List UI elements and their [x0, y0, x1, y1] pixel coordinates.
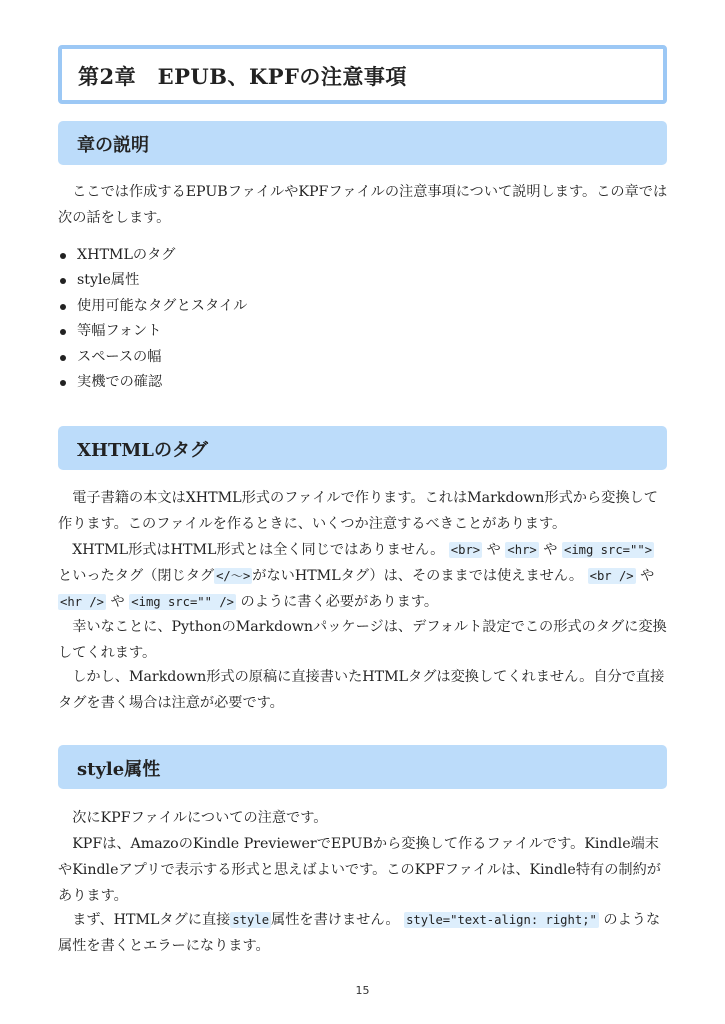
paragraph: 次にKPFファイルについての注意です。	[72, 810, 328, 826]
page-number: 15	[355, 984, 370, 997]
list-item: 等幅フォント	[58, 319, 247, 344]
list-item: スペースの幅	[58, 345, 247, 370]
inline-code: </〜>	[216, 569, 251, 583]
bullet-icon	[60, 278, 66, 284]
section-heading-text: 章の説明	[77, 135, 149, 156]
inline-code: <img src="">	[563, 543, 653, 557]
section-heading-text: style属性	[77, 759, 161, 780]
section-heading-style-attribute	[58, 745, 667, 789]
section-heading-xhtml-tags	[58, 426, 667, 470]
bullet-icon	[60, 329, 66, 335]
bullet-icon	[60, 304, 66, 310]
chapter-title: 第2章 EPUB、KPFの注意事項	[78, 64, 407, 89]
inline-code: <img src="" />	[131, 595, 234, 609]
bullet-icon	[60, 253, 66, 259]
list-item: XHTMLのタグ	[58, 243, 247, 268]
inline-code: <hr>	[507, 543, 537, 557]
chapter-title-box	[58, 45, 667, 104]
inline-code: style	[232, 913, 270, 927]
inline-code: style="text-align: right;"	[406, 913, 597, 927]
bullet-icon	[60, 380, 66, 386]
paragraph: 電子書籍の本文はXHTML形式のファイルで作ります。これはMarkdown形式から変換して作ります。このファイルを作るときに、いくつか注意するべきことがあります。	[58, 490, 658, 532]
section-heading-chapter-description	[58, 121, 667, 165]
paragraph: KPFは、AmazoのKindle PreviewerでEPUBから変換して作るファイルです。Kindle端末やKindleアプリで表示する形式と思えばよいです。このKPFファイルは、Kindle特有の制約があります。	[58, 836, 661, 904]
bullet-icon	[60, 355, 66, 361]
inline-code: <br>	[450, 543, 481, 557]
topic-list	[58, 243, 247, 395]
list-item: 使用可能なタグとスタイル	[58, 294, 247, 319]
section-intro-paragraph: ここでは作成するEPUBファイルやKPFファイルの注意事項について説明します。この章では次の話をします。	[58, 184, 668, 226]
list-item: 実機での確認	[58, 370, 247, 395]
inline-code: <br />	[589, 569, 634, 583]
section-heading-text: XHTMLのタグ	[77, 440, 208, 461]
list-item: style属性	[58, 268, 247, 293]
paragraph-with-code: XHTML形式はHTML形式とは全く同じではありません。 <br> や <hr> や <img src=""> といったタグ（閉じタグ </〜> がないHTMLタグ）は、そのままでは使えません。 <br /> や <hr /> や <img src="" /> のように書く必要があります。	[58, 542, 655, 610]
paragraph-with-code: まず、HTMLタグに直接 style 属性を書けません。 style="text-align: right;" のような属性を書くとエラーになります。	[58, 912, 661, 954]
inline-code: <hr />	[60, 595, 105, 609]
paragraph: しかし、Markdown形式の原稿に直接書いたHTMLタグは変換してくれません。自分で直接タグを書く場合は注意が必要です。	[58, 669, 665, 711]
paragraph: 幸いなことに、PythonのMarkdownパッケージは、デフォルト設定でこの形式のタグに変換してくれます。	[58, 619, 667, 661]
